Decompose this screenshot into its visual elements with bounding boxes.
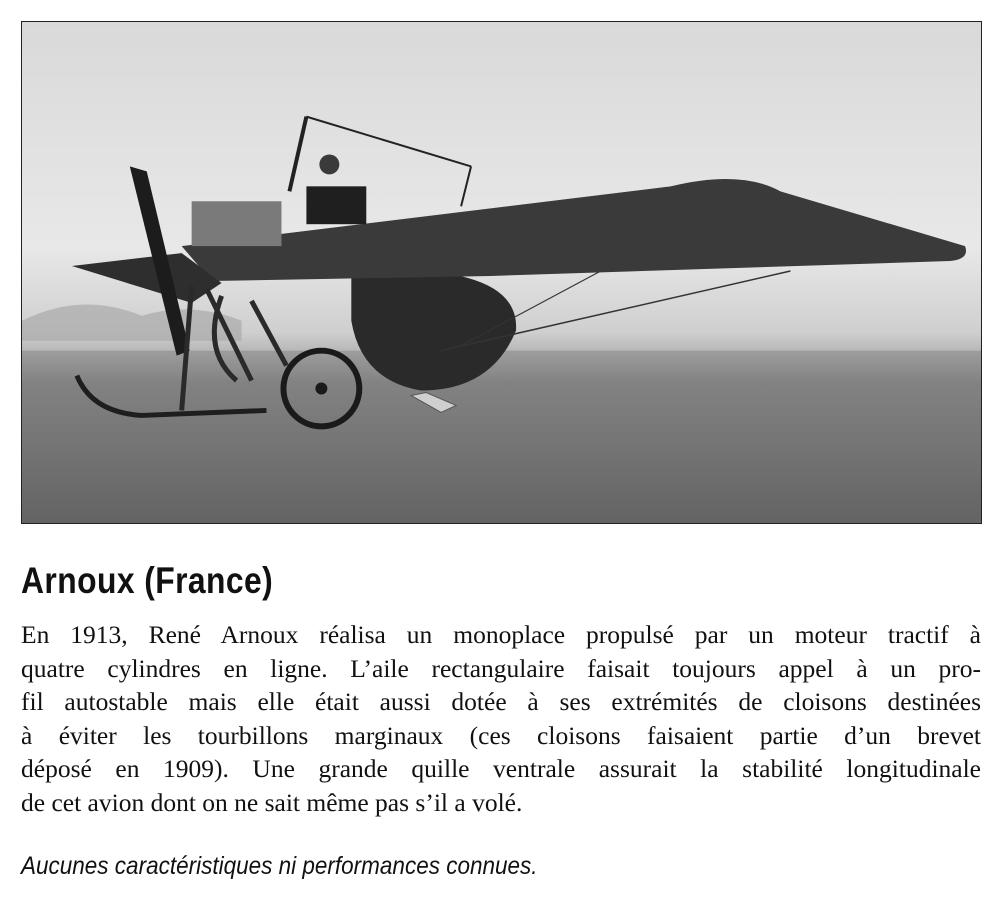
description-line: déposé en 1909). Une grande quille ventrale assurait la stabilité longitudinale (21, 754, 981, 783)
description-line: de cet avion dont on ne sait même pas s’il a volé. (21, 787, 523, 817)
page-title: Arnoux (France) (21, 560, 274, 601)
monoplane-illustration (22, 22, 981, 523)
description-line: à éviter les tourbillons marginaux (ces cloisons faisaient partie d’un brevet (21, 720, 981, 750)
description-line: quatre cylindres en ligne. L’aile rectangulaire faisait toujours appel à un pro- (21, 653, 981, 683)
description-line: En 1913, René Arnoux réalisa un monoplace propulsé par un moteur tractif à (21, 620, 981, 649)
description-line: fil autostable mais elle était aussi dotée à ses extrémités de cloisons destinées (21, 687, 981, 716)
specifications-note: Aucunes caractéristiques ni performances connues. (21, 852, 538, 880)
description-paragraph (21, 618, 981, 819)
aircraft-photo (21, 21, 982, 524)
